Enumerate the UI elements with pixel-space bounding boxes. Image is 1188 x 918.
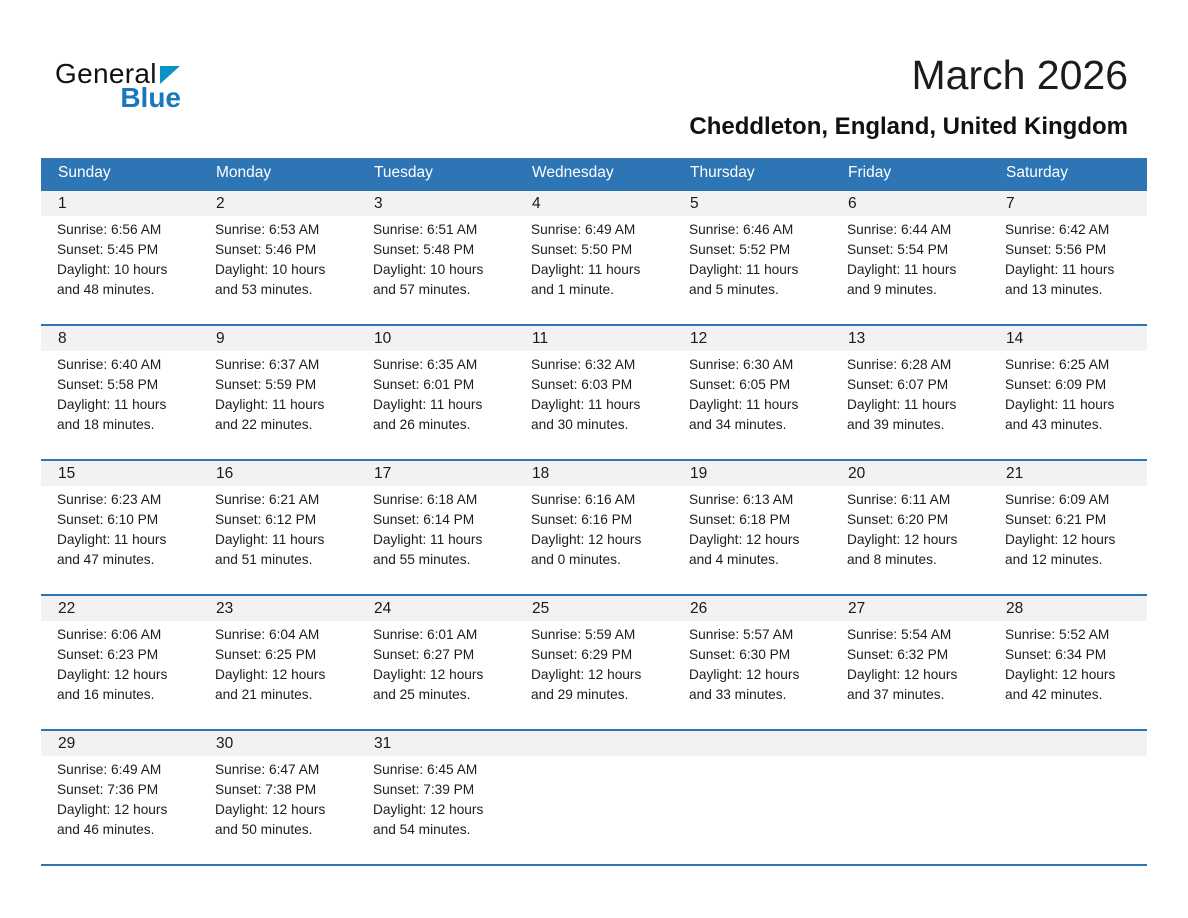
sunset-text: Sunset: 6:18 PM bbox=[689, 512, 791, 527]
sunset-text: Sunset: 6:12 PM bbox=[215, 512, 317, 527]
week-row-1 bbox=[41, 190, 1147, 325]
sunrise-text: Sunrise: 6:18 AM bbox=[373, 492, 478, 507]
sunset-text: Sunset: 5:58 PM bbox=[57, 377, 159, 392]
sunset-text: Sunset: 6:14 PM bbox=[373, 512, 475, 527]
day-details bbox=[199, 621, 357, 729]
sunrise-text: Sunrise: 6:16 AM bbox=[531, 492, 636, 507]
day-details bbox=[357, 216, 515, 324]
day-number: 9 bbox=[199, 326, 357, 351]
sunrise-text: Sunrise: 5:57 AM bbox=[689, 627, 794, 642]
day-cell bbox=[357, 730, 515, 865]
day-details bbox=[831, 351, 989, 459]
week-row-3 bbox=[41, 460, 1147, 595]
sunrise-text: Sunrise: 6:49 AM bbox=[57, 762, 162, 777]
day-number: 21 bbox=[989, 461, 1147, 486]
daylight-text-line1: Daylight: 12 hours bbox=[1005, 667, 1116, 682]
day-number bbox=[515, 731, 673, 756]
day-details bbox=[357, 351, 515, 459]
sunrise-text: Sunrise: 6:21 AM bbox=[215, 492, 320, 507]
week-row-5 bbox=[41, 730, 1147, 865]
day-number: 17 bbox=[357, 461, 515, 486]
daylight-text-line2: and 43 minutes. bbox=[1005, 417, 1103, 432]
sunrise-text: Sunrise: 6:35 AM bbox=[373, 357, 478, 372]
sunset-text: Sunset: 6:34 PM bbox=[1005, 647, 1107, 662]
day-number bbox=[989, 731, 1147, 756]
day-number: 3 bbox=[357, 191, 515, 216]
sunset-text: Sunset: 6:01 PM bbox=[373, 377, 475, 392]
sunrise-text: Sunrise: 6:32 AM bbox=[531, 357, 636, 372]
day-details bbox=[673, 216, 831, 324]
day-cell bbox=[199, 460, 357, 595]
day-cell bbox=[831, 190, 989, 325]
day-number: 10 bbox=[357, 326, 515, 351]
sunset-text: Sunset: 6:25 PM bbox=[215, 647, 317, 662]
daylight-text-line2: and 9 minutes. bbox=[847, 282, 937, 297]
sunrise-text: Sunrise: 6:30 AM bbox=[689, 357, 794, 372]
daylight-text-line2: and 37 minutes. bbox=[847, 687, 945, 702]
day-details bbox=[41, 216, 199, 324]
day-cell bbox=[989, 190, 1147, 325]
day-cell bbox=[673, 190, 831, 325]
daylight-text-line1: Daylight: 12 hours bbox=[847, 667, 958, 682]
day-cell bbox=[673, 595, 831, 730]
daylight-text-line1: Daylight: 10 hours bbox=[373, 262, 484, 277]
daylight-text-line2: and 53 minutes. bbox=[215, 282, 313, 297]
day-cell bbox=[515, 460, 673, 595]
day-details bbox=[989, 756, 1147, 864]
daylight-text-line1: Daylight: 11 hours bbox=[215, 532, 325, 547]
day-cell-empty bbox=[989, 730, 1147, 865]
location-subtitle: Cheddleton, England, United Kingdom bbox=[689, 113, 1128, 140]
sunset-text: Sunset: 6:20 PM bbox=[847, 512, 949, 527]
logo-text-blue: Blue bbox=[120, 82, 181, 113]
sunrise-text: Sunrise: 6:25 AM bbox=[1005, 357, 1110, 372]
day-cell bbox=[199, 325, 357, 460]
day-cell bbox=[199, 730, 357, 865]
weekday-header-tuesday: Tuesday bbox=[357, 158, 515, 190]
sunset-text: Sunset: 6:16 PM bbox=[531, 512, 633, 527]
day-number: 30 bbox=[199, 731, 357, 756]
sunrise-text: Sunrise: 6:13 AM bbox=[689, 492, 794, 507]
daylight-text-line2: and 55 minutes. bbox=[373, 552, 471, 567]
weekday-header-friday: Friday bbox=[831, 158, 989, 190]
daylight-text-line2: and 29 minutes. bbox=[531, 687, 629, 702]
day-cell-empty bbox=[673, 730, 831, 865]
daylight-text-line2: and 26 minutes. bbox=[373, 417, 471, 432]
day-details bbox=[41, 351, 199, 459]
daylight-text-line1: Daylight: 11 hours bbox=[1005, 397, 1115, 412]
sunrise-text: Sunrise: 6:23 AM bbox=[57, 492, 162, 507]
sunrise-text: Sunrise: 6:11 AM bbox=[847, 492, 951, 507]
day-details bbox=[831, 621, 989, 729]
day-number: 28 bbox=[989, 596, 1147, 621]
weekday-header-thursday: Thursday bbox=[673, 158, 831, 190]
sunrise-text: Sunrise: 6:51 AM bbox=[373, 222, 478, 237]
day-details bbox=[41, 756, 199, 864]
day-cell-empty bbox=[515, 730, 673, 865]
sunrise-text: Sunrise: 5:54 AM bbox=[847, 627, 952, 642]
sunset-text: Sunset: 6:03 PM bbox=[531, 377, 633, 392]
day-details bbox=[673, 351, 831, 459]
daylight-text-line2: and 21 minutes. bbox=[215, 687, 313, 702]
day-details bbox=[831, 486, 989, 594]
daylight-text-line1: Daylight: 12 hours bbox=[689, 532, 800, 547]
day-cell bbox=[357, 325, 515, 460]
daylight-text-line1: Daylight: 11 hours bbox=[373, 397, 483, 412]
daylight-text-line1: Daylight: 12 hours bbox=[531, 532, 642, 547]
daylight-text-line1: Daylight: 11 hours bbox=[531, 397, 641, 412]
day-number: 27 bbox=[831, 596, 989, 621]
daylight-text-line1: Daylight: 10 hours bbox=[215, 262, 326, 277]
day-cell bbox=[357, 460, 515, 595]
day-number: 29 bbox=[41, 731, 199, 756]
day-cell bbox=[515, 325, 673, 460]
day-cell bbox=[41, 325, 199, 460]
sunrise-text: Sunrise: 6:09 AM bbox=[1005, 492, 1110, 507]
day-cell bbox=[831, 460, 989, 595]
day-cell bbox=[673, 460, 831, 595]
day-number: 23 bbox=[199, 596, 357, 621]
day-details bbox=[515, 486, 673, 594]
day-details bbox=[989, 486, 1147, 594]
sunrise-text: Sunrise: 6:28 AM bbox=[847, 357, 952, 372]
sunset-text: Sunset: 5:56 PM bbox=[1005, 242, 1107, 257]
day-cell-empty bbox=[831, 730, 989, 865]
day-details bbox=[989, 351, 1147, 459]
day-cell bbox=[41, 190, 199, 325]
day-details bbox=[989, 216, 1147, 324]
day-number: 31 bbox=[357, 731, 515, 756]
sunset-text: Sunset: 5:46 PM bbox=[215, 242, 317, 257]
day-cell bbox=[673, 325, 831, 460]
day-number: 19 bbox=[673, 461, 831, 486]
daylight-text-line2: and 16 minutes. bbox=[57, 687, 155, 702]
day-number: 18 bbox=[515, 461, 673, 486]
day-cell bbox=[515, 190, 673, 325]
daylight-text-line1: Daylight: 11 hours bbox=[689, 397, 799, 412]
page-title: March 2026 bbox=[911, 52, 1128, 98]
day-details bbox=[515, 351, 673, 459]
daylight-text-line1: Daylight: 12 hours bbox=[373, 802, 484, 817]
day-details bbox=[515, 216, 673, 324]
sunrise-text: Sunrise: 6:04 AM bbox=[215, 627, 320, 642]
day-details bbox=[199, 756, 357, 864]
daylight-text-line2: and 25 minutes. bbox=[373, 687, 471, 702]
sunset-text: Sunset: 6:29 PM bbox=[531, 647, 633, 662]
day-details bbox=[41, 621, 199, 729]
daylight-text-line2: and 51 minutes. bbox=[215, 552, 313, 567]
day-number: 25 bbox=[515, 596, 673, 621]
sunset-text: Sunset: 6:09 PM bbox=[1005, 377, 1107, 392]
daylight-text-line2: and 39 minutes. bbox=[847, 417, 945, 432]
day-details bbox=[515, 621, 673, 729]
daylight-text-line1: Daylight: 12 hours bbox=[689, 667, 800, 682]
sunrise-text: Sunrise: 6:06 AM bbox=[57, 627, 162, 642]
daylight-text-line2: and 13 minutes. bbox=[1005, 282, 1103, 297]
sunrise-text: Sunrise: 6:46 AM bbox=[689, 222, 794, 237]
daylight-text-line2: and 4 minutes. bbox=[689, 552, 779, 567]
weekday-header-monday: Monday bbox=[199, 158, 357, 190]
weekday-header-saturday: Saturday bbox=[989, 158, 1147, 190]
day-cell bbox=[41, 595, 199, 730]
weekday-header-row bbox=[41, 158, 1147, 190]
sunrise-text: Sunrise: 6:53 AM bbox=[215, 222, 320, 237]
sunrise-text: Sunrise: 5:52 AM bbox=[1005, 627, 1110, 642]
daylight-text-line1: Daylight: 11 hours bbox=[531, 262, 641, 277]
day-number: 26 bbox=[673, 596, 831, 621]
daylight-text-line2: and 0 minutes. bbox=[531, 552, 621, 567]
logo-text-general: General bbox=[55, 58, 157, 89]
week-row-2 bbox=[41, 325, 1147, 460]
day-number: 1 bbox=[41, 191, 199, 216]
sunset-text: Sunset: 6:07 PM bbox=[847, 377, 949, 392]
day-cell bbox=[515, 595, 673, 730]
daylight-text-line1: Daylight: 12 hours bbox=[215, 667, 326, 682]
daylight-text-line2: and 18 minutes. bbox=[57, 417, 155, 432]
daylight-text-line1: Daylight: 12 hours bbox=[847, 532, 958, 547]
sunset-text: Sunset: 5:50 PM bbox=[531, 242, 633, 257]
daylight-text-line2: and 34 minutes. bbox=[689, 417, 787, 432]
daylight-text-line1: Daylight: 11 hours bbox=[57, 532, 167, 547]
sunset-text: Sunset: 6:30 PM bbox=[689, 647, 791, 662]
daylight-text-line1: Daylight: 12 hours bbox=[57, 667, 168, 682]
sunset-text: Sunset: 6:27 PM bbox=[373, 647, 475, 662]
day-number: 5 bbox=[673, 191, 831, 216]
daylight-text-line1: Daylight: 11 hours bbox=[215, 397, 325, 412]
daylight-text-line2: and 30 minutes. bbox=[531, 417, 629, 432]
day-cell bbox=[831, 325, 989, 460]
sunrise-text: Sunrise: 6:37 AM bbox=[215, 357, 320, 372]
daylight-text-line2: and 48 minutes. bbox=[57, 282, 155, 297]
sunrise-text: Sunrise: 6:40 AM bbox=[57, 357, 162, 372]
daylight-text-line2: and 54 minutes. bbox=[373, 822, 471, 837]
sunset-text: Sunset: 5:48 PM bbox=[373, 242, 475, 257]
day-details bbox=[357, 621, 515, 729]
day-number: 2 bbox=[199, 191, 357, 216]
daylight-text-line2: and 12 minutes. bbox=[1005, 552, 1103, 567]
sunset-text: Sunset: 5:54 PM bbox=[847, 242, 949, 257]
sunrise-text: Sunrise: 6:49 AM bbox=[531, 222, 636, 237]
day-number: 6 bbox=[831, 191, 989, 216]
general-blue-logo bbox=[55, 58, 205, 114]
sunrise-text: Sunrise: 6:56 AM bbox=[57, 222, 162, 237]
sunrise-text: Sunrise: 5:59 AM bbox=[531, 627, 636, 642]
sunset-text: Sunset: 6:23 PM bbox=[57, 647, 159, 662]
daylight-text-line1: Daylight: 10 hours bbox=[57, 262, 168, 277]
sunset-text: Sunset: 5:59 PM bbox=[215, 377, 317, 392]
sunset-text: Sunset: 6:21 PM bbox=[1005, 512, 1107, 527]
sunset-text: Sunset: 5:52 PM bbox=[689, 242, 791, 257]
daylight-text-line2: and 57 minutes. bbox=[373, 282, 471, 297]
daylight-text-line1: Daylight: 12 hours bbox=[373, 667, 484, 682]
day-details bbox=[831, 756, 989, 864]
sunrise-text: Sunrise: 6:42 AM bbox=[1005, 222, 1110, 237]
weekday-header-wednesday: Wednesday bbox=[515, 158, 673, 190]
week-row-4 bbox=[41, 595, 1147, 730]
day-number: 15 bbox=[41, 461, 199, 486]
day-cell bbox=[831, 595, 989, 730]
calendar-table bbox=[41, 158, 1147, 866]
day-number: 7 bbox=[989, 191, 1147, 216]
day-number: 11 bbox=[515, 326, 673, 351]
day-cell bbox=[357, 190, 515, 325]
day-cell bbox=[199, 595, 357, 730]
daylight-text-line2: and 47 minutes. bbox=[57, 552, 155, 567]
daylight-text-line2: and 46 minutes. bbox=[57, 822, 155, 837]
day-number: 20 bbox=[831, 461, 989, 486]
daylight-text-line1: Daylight: 12 hours bbox=[531, 667, 642, 682]
daylight-text-line2: and 5 minutes. bbox=[689, 282, 779, 297]
daylight-text-line1: Daylight: 11 hours bbox=[847, 397, 957, 412]
daylight-text-line1: Daylight: 12 hours bbox=[215, 802, 326, 817]
daylight-text-line2: and 22 minutes. bbox=[215, 417, 313, 432]
day-details bbox=[357, 486, 515, 594]
day-number: 24 bbox=[357, 596, 515, 621]
sunset-text: Sunset: 6:05 PM bbox=[689, 377, 791, 392]
daylight-text-line1: Daylight: 12 hours bbox=[57, 802, 168, 817]
day-details bbox=[831, 216, 989, 324]
day-cell bbox=[41, 730, 199, 865]
daylight-text-line2: and 42 minutes. bbox=[1005, 687, 1103, 702]
day-cell bbox=[989, 460, 1147, 595]
day-number: 13 bbox=[831, 326, 989, 351]
daylight-text-line1: Daylight: 11 hours bbox=[57, 397, 167, 412]
day-cell bbox=[357, 595, 515, 730]
day-number: 4 bbox=[515, 191, 673, 216]
day-cell bbox=[989, 595, 1147, 730]
sunset-text: Sunset: 5:45 PM bbox=[57, 242, 159, 257]
daylight-text-line1: Daylight: 12 hours bbox=[1005, 532, 1116, 547]
weekday-header-sunday: Sunday bbox=[41, 158, 199, 190]
day-details bbox=[357, 756, 515, 864]
day-cell bbox=[41, 460, 199, 595]
day-details bbox=[673, 621, 831, 729]
daylight-text-line1: Daylight: 11 hours bbox=[689, 262, 799, 277]
day-details bbox=[199, 351, 357, 459]
day-number: 12 bbox=[673, 326, 831, 351]
day-number bbox=[831, 731, 989, 756]
sunset-text: Sunset: 6:10 PM bbox=[57, 512, 159, 527]
sunset-text: Sunset: 7:39 PM bbox=[373, 782, 475, 797]
day-details bbox=[41, 486, 199, 594]
sunrise-text: Sunrise: 6:47 AM bbox=[215, 762, 320, 777]
daylight-text-line1: Daylight: 11 hours bbox=[1005, 262, 1115, 277]
sunrise-text: Sunrise: 6:44 AM bbox=[847, 222, 952, 237]
day-details bbox=[673, 756, 831, 864]
day-number: 22 bbox=[41, 596, 199, 621]
daylight-text-line1: Daylight: 11 hours bbox=[847, 262, 957, 277]
sunrise-text: Sunrise: 6:45 AM bbox=[373, 762, 478, 777]
day-cell bbox=[199, 190, 357, 325]
sunset-text: Sunset: 7:36 PM bbox=[57, 782, 159, 797]
sunset-text: Sunset: 6:32 PM bbox=[847, 647, 949, 662]
day-number: 14 bbox=[989, 326, 1147, 351]
daylight-text-line2: and 50 minutes. bbox=[215, 822, 313, 837]
sunrise-text: Sunrise: 6:01 AM bbox=[373, 627, 478, 642]
day-details bbox=[199, 216, 357, 324]
day-details bbox=[673, 486, 831, 594]
sunset-text: Sunset: 7:38 PM bbox=[215, 782, 317, 797]
day-details bbox=[515, 756, 673, 864]
day-cell bbox=[989, 325, 1147, 460]
daylight-text-line2: and 33 minutes. bbox=[689, 687, 787, 702]
day-details bbox=[989, 621, 1147, 729]
daylight-text-line2: and 1 minute. bbox=[531, 282, 614, 297]
daylight-text-line2: and 8 minutes. bbox=[847, 552, 937, 567]
day-number: 8 bbox=[41, 326, 199, 351]
day-number bbox=[673, 731, 831, 756]
day-details bbox=[199, 486, 357, 594]
daylight-text-line1: Daylight: 11 hours bbox=[373, 532, 483, 547]
day-number: 16 bbox=[199, 461, 357, 486]
